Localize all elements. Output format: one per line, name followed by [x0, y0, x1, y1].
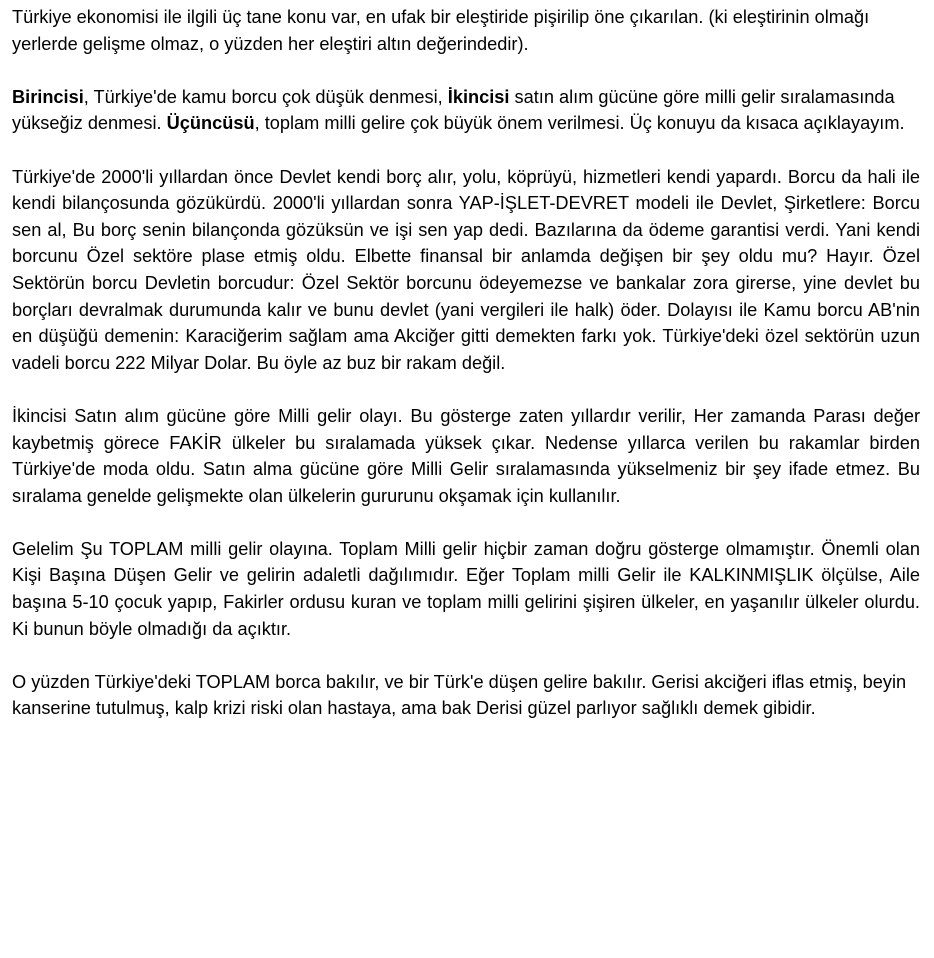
second-topic-text: satın alım gücüne göre milli gelir sıralamasında yükseğiz denmesi.: [12, 86, 895, 134]
public-debt-paragraph: Türkiye'de 2000'li yıllardan önce Devlet kendi borç alır, yolu, köprüyü, hizmetleri kendi yapardı. Borcu da hali ile kendi bilançosunda gözükürdü. 2000'li yıllardan sonra YAP-İŞLET-DEVRET modeli ile Devlet, Şirketlere: Borcu sen al, Bu borç senin bilançonda gözüksün ve işi sen yap dedi. Bazılarına da ödeme garantisi verdi. Yani kendi borcunu Özel sektöre plase etmiş oldu. Elbette finansal bir anlamda değişen bir şey oldu mu? Hayır. Özel Sektörün borcu Devletin borcudur: Özel Sektör borcunu ödeyemezse ve bankalar zora girerse, yine devlet bu borçları devralmak durumunda kalır ve bunu devlet (yani vergileri ile halk) öder. Dolayısı ile Kamu borcu AB'nin en düşüğü demenin: Karaciğerim sağlam ama Akciğer gitti demekten farkı yok. Türkiye'deki özel sektörün uzun vadeli borcu 222 Milyar Dolar. Bu öyle az buz bir rakam değil.: [12, 166, 920, 373]
third-topic-label: Üçüncüsü: [166, 113, 255, 134]
third-topic-text: , toplam milli gelire çok büyük önem verilmesi. Üç konuyu da kısaca açıklayayım.: [254, 113, 905, 134]
total-income-paragraph: Gelelim Şu TOPLAM milli gelir olayına. Toplam Milli gelir hiçbir zaman doğru gösterge olmamıştır. Önemli olan Kişi Başına Düşen Gelir ve gelirin adaletli dağılımıdır. Eğer Toplam milli Gelir ile KALKINMIŞLIK ölçülse, Aile başına 5-10 çocuk yapıp, Fakirler ordusu kuran ve toplam milli gelirini şişiren ülkeler, en yaşanılır ülkeler olurdu. Ki bunun böyle olmadığı da açıktır.: [12, 538, 920, 639]
first-topic-text: , Türkiye'de kamu borcu çok düşük denmesi,: [83, 86, 448, 107]
second-topic-label: İkincisi: [447, 86, 510, 107]
topics-paragraph: [12, 84, 920, 137]
intro-paragraph: Türkiye ekonomisi ile ilgili üç tane konu var, en ufak bir eleştiride pişirilip öne çıkarılan. (ki eleştirinin olmağı yerlerde gelişme olmaz, o yüzden her eleştiri altın değerindedir).: [12, 7, 870, 54]
conclusion-paragraph: O yüzden Türkiye'deki TOPLAM borca bakılır, ve bir Türk'e düşen gelire bakılır. Gerisi akciğeri iflas etmiş, beyin kanserine tutulmuş, kalp krizi riski olan hastaya, ama bak Derisi güzel parlıyor sağlıklı demek gibidir.: [12, 671, 907, 719]
purchasing-power-paragraph: İkincisi Satın alım gücüne göre Milli gelir olayı. Bu gösterge zaten yıllardır verilir, Her zamanda Parası değer kaybetmiş görece FAKİR ülkeler bu sıralamada yüksek çıkar. Nedense yıllarca verilen bu rakamlar birden Türkiye'de moda oldu. Satın alma gücüne göre Milli Gelir sıralamasında yükselmeniz bir şey ifade etmez. Bu sıralama genelde gelişmekte olan ülkelerin gururunu okşamak için kullanılır.: [12, 405, 920, 506]
first-topic-label: Birincisi: [12, 86, 84, 107]
